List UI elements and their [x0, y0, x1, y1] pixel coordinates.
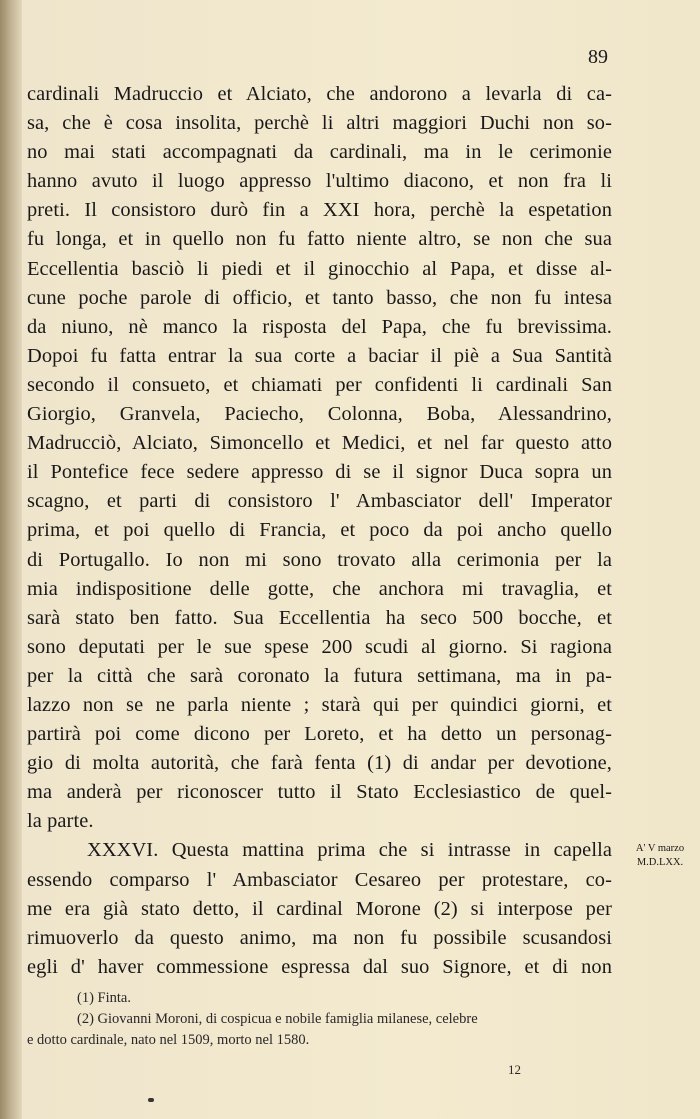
section-heading-line: XXXVI. Questa mattina prima che si intrasse in capella: [87, 839, 612, 862]
margin-year-line: M.D.LXX.: [636, 857, 684, 868]
text-line: Madrucciò, Alciato, Simoncello et Medici, et nel far questo atto: [27, 432, 612, 455]
text-line: hanno avuto il luogo appresso l'ultimo diacono, et non fra li: [27, 170, 612, 193]
body-text: [27, 80, 612, 982]
footnote-2: (2) Giovanni Moroni, di cospicua e nobile famiglia milanese, celebre: [77, 1011, 478, 1027]
text-line: me era già stato detto, il cardinal Morone (2) si interpose per: [27, 897, 612, 920]
text-line: mia indispositione delle gotte, che anchora mi travaglia, et: [27, 577, 612, 600]
printer-signature: 12: [508, 1062, 521, 1077]
text-line: Dopoi fu fatta entrar la sua corte a baciar il piè a Sua Santità: [27, 344, 612, 367]
text-line: cardinali Madruccio et Alciato, che andorono a levarla di ca-: [27, 83, 612, 105]
text-line: di Portugallo. Io non mi sono trovato alla cerimonia per la: [27, 548, 612, 571]
text-line: Giorgio, Granvela, Paciecho, Colonna, Boba, Alessandrino,: [27, 403, 612, 426]
text-line: cune poche parole di officio, et tanto basso, che non fu intesa: [27, 286, 612, 309]
ink-spot: [148, 1098, 154, 1102]
text-line: il Pontefice fece sedere appresso di se il signor Duca sopra un: [27, 461, 612, 484]
footnotes: [27, 988, 612, 1051]
text-line: no mai stati accompagnati da cardinali, ma in le cerimonie: [27, 141, 612, 164]
text-line: Eccellentia basciò li piedi et il ginocchio al Papa, et disse al-: [27, 257, 612, 280]
margin-date-note: [622, 842, 698, 870]
binding-shadow: [0, 0, 22, 1119]
text-line: fu longa, et in quello non fu fatto niente altro, se non che sua: [27, 228, 612, 251]
text-line: ma anderà per riconoscer tutto il Stato Ecclesiastico de quel-: [27, 781, 612, 804]
text-line: la parte.: [27, 810, 94, 833]
text-line: gio di molta autorità, che farà fenta (1) di andar per devotione,: [27, 752, 612, 775]
footnote-1: (1) Finta.: [77, 990, 131, 1006]
text-line: partirà poi come dicono per Loreto, et ha detto un personag-: [27, 723, 612, 746]
text-line: sa, che è cosa insolita, perchè li altri maggiori Duchi non so-: [27, 112, 612, 135]
text-line: egli d' haver commessione espressa dal suo Signore, et di non: [27, 955, 612, 978]
text-line: prima, et poi quello di Francia, et poco da poi ancho quello: [27, 519, 612, 542]
text-line: preti. Il consistoro durò fin a XXI hora, perchè la espetation: [27, 199, 612, 222]
footnote-2-continued: e dotto cardinale, nato nel 1509, morto nel 1580.: [27, 1032, 310, 1048]
text-line: lazzo non se ne parla niente ; starà qui per quindici giorni, et: [27, 693, 612, 716]
text-line: per la città che sarà coronato la futura settimana, ma in pa-: [27, 664, 612, 687]
text-line: da niuno, nè manco la risposta del Papa, che fu brevissima.: [27, 315, 612, 338]
text-line: rimuoverlo da questo animo, ma non fu possibile scusandosi: [27, 926, 612, 949]
text-line: sono deputati per le sue spese 200 scudi al giorno. Si ragiona: [27, 635, 612, 658]
text-line: essendo comparso l' Ambasciator Cesareo per protestare, co-: [27, 868, 612, 891]
margin-date-line: A' V marzo: [635, 843, 685, 854]
text-line: scagno, et parti di consistoro l' Ambasciator dell' Imperator: [27, 490, 612, 513]
text-line: sarà stato ben fatto. Sua Eccellentia ha seco 500 bocche, et: [27, 606, 612, 629]
text-line: secondo il consueto, et chiamati per confidenti li cardinali San: [27, 373, 612, 396]
page-number: 89: [588, 46, 608, 68]
